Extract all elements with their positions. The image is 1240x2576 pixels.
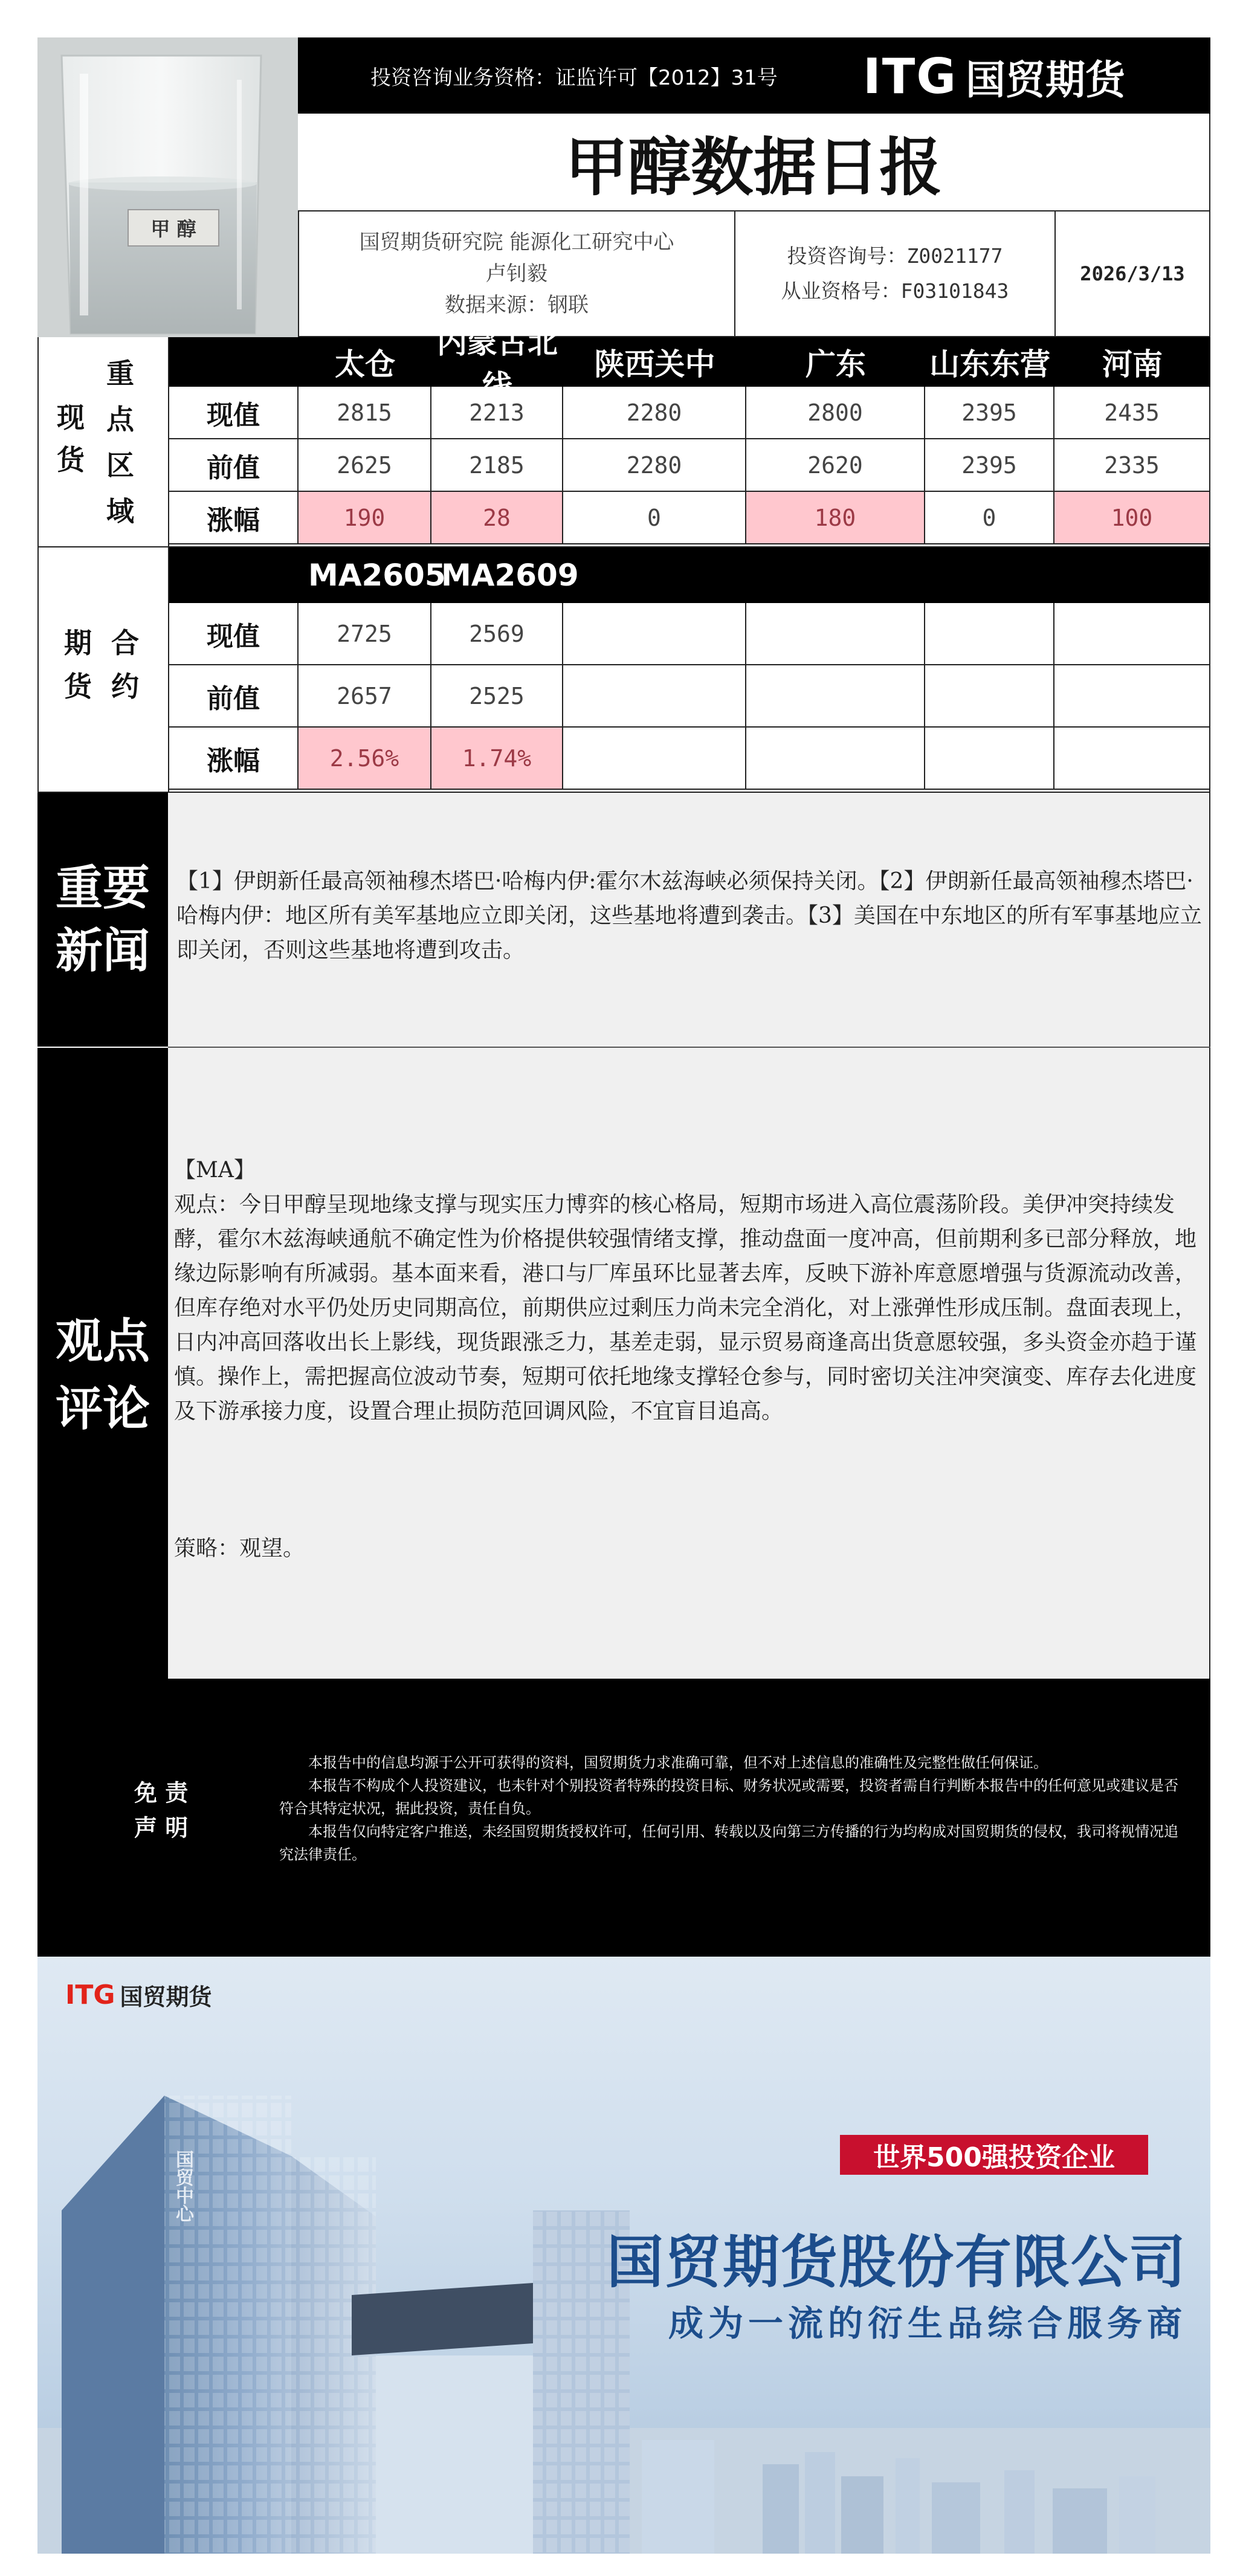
practice-number: 从业资格号：F03101843 — [781, 279, 1009, 303]
spot-side — [39, 337, 169, 546]
news-label: 重要 新闻 — [55, 861, 150, 978]
spot-col-header: 河南 — [1102, 347, 1163, 382]
spot-col-header: 广东 — [806, 347, 866, 382]
report-date: 2026/3/13 — [1080, 262, 1185, 285]
spot-row-label: 涨幅 — [169, 492, 299, 544]
futures-cell-previous — [563, 665, 746, 728]
spot-cell-current: 2800 — [746, 387, 925, 439]
header-black-bar — [298, 37, 1210, 114]
spot-cell-previous: 2280 — [563, 439, 746, 492]
institute-text: 国贸期货研究院 能源化工研究中心 — [359, 230, 674, 254]
futures-cell-change — [1054, 728, 1210, 790]
news-panel — [168, 793, 1210, 1047]
futures-cell-change — [925, 728, 1054, 790]
futures-cell-current — [563, 603, 746, 665]
banner-logo-itg: ITG — [65, 1980, 115, 2010]
futures-cell-previous — [1054, 665, 1210, 728]
spot-cell-change: 180 — [746, 492, 925, 544]
banner-logo — [65, 1978, 212, 2012]
spot-cell-current: 2815 — [299, 387, 431, 439]
spot-side-label-a: 现 货 — [57, 401, 85, 476]
view-side — [37, 1048, 168, 1679]
futures-side — [39, 547, 169, 792]
page-title: 甲醇数据日报 — [298, 114, 1210, 210]
view-label: 观点 评论 — [55, 1314, 150, 1436]
spot-col-header: 山东东营 — [929, 347, 1050, 382]
source-text: 数据来源：钢联 — [445, 293, 589, 317]
futures-cell-previous: 2525 — [431, 665, 563, 728]
news-side — [37, 793, 168, 1047]
spot-row-label: 前值 — [169, 439, 299, 492]
view-tag: 【MA】 — [174, 1158, 256, 1183]
futures-cell-current — [925, 603, 1054, 665]
spot-cell-previous: 2185 — [431, 439, 563, 492]
spot-side-label-b: 重 点 区 域 — [106, 357, 134, 528]
futures-row-label: 现值 — [169, 603, 299, 665]
futures-cell-change: 2.56% — [299, 728, 431, 790]
futures-cell-current — [1054, 603, 1210, 665]
itg-logo-text: ITG — [863, 48, 957, 105]
futures-row-label: 涨幅 — [169, 728, 299, 790]
news-text: 【1】伊朗新任最高领袖穆杰塔巴·哈梅内伊:霍尔木兹海峡必须保持关闭。【2】伊朗新任最高领袖穆杰塔巴·哈梅内伊：地区所有美军基地应立即关闭，这些基地将遭到袭击。【3】美国在中东地区的所有军事基地应立即关闭，否则这些基地将遭到攻击。 — [176, 869, 1202, 963]
beaker-label: 甲 醇 — [150, 218, 196, 240]
view-strategy: 策略：观望。 — [174, 1536, 305, 1561]
view-panel — [168, 1048, 1210, 1679]
spot-col-header: 内蒙古北线 — [437, 325, 558, 404]
spot-cell-change: 0 — [925, 492, 1054, 544]
futures-section — [37, 547, 1210, 793]
futures-cell-change: 1.74% — [431, 728, 563, 790]
futures-cell-current: 2725 — [299, 603, 431, 665]
futures-cell-previous — [925, 665, 1054, 728]
company-banner — [37, 1957, 1210, 2554]
spot-cell-change: 28 — [431, 492, 563, 544]
banner-logo-cn: 国贸期货 — [120, 1984, 212, 2010]
futures-row-label: 前值 — [169, 665, 299, 728]
view-text: 观点：今日甲醇呈现地缘支撑与现实压力博弈的核心格局，短期市场进入高位震荡阶段。美伊冲突持续发酵，霍尔木兹海峡通航不确定性为价格提供较强情绪支撑，推动盘面一度冲高，但前期利多已部分释放，地缘边际影响有所减弱。基本面来看，港口与厂库虽环比显著去库，反映下游补库意愿增强与货源流动改善，但库存绝对水平仍处历史同期高位，前期供应过剩压力尚未完全消化，对上涨弹性形成压制。盘面表现上，日内冲高回落收出长上影线，现货跟涨乏力，基差走弱，显示贸易商逢高出货意愿较强，多头资金亦趋于谨慎。操作上，需把握高位波动节奏，短期可依托地缘支撑轻仓参与，同时密切关注冲突演变、库存去化进度及下游承接力度，设置合理止损防范回调风险，不宜盲目追高。 — [174, 1192, 1197, 1424]
futures-cell-change — [746, 728, 925, 790]
futures-cell-current — [746, 603, 925, 665]
spot-cell-previous: 2335 — [1054, 439, 1210, 492]
spot-cell-current: 2213 — [431, 387, 563, 439]
futures-cell-previous — [746, 665, 925, 728]
futures-cell-current: 2569 — [431, 603, 563, 665]
spot-cell-current: 2280 — [563, 387, 746, 439]
license-text: 投资咨询业务资格：证监许可【2012】31号 — [370, 65, 778, 90]
futures-side-label-b: 合 约 — [111, 627, 139, 703]
company-slogan: 成为一流的衍生品综合服务商 — [668, 2303, 1187, 2344]
beaker-icon — [37, 37, 298, 337]
spot-col-header: 陕西关中 — [594, 347, 715, 382]
disclaimer-line-2: 本报告不构成个人投资建议，也未针对个别投资者特殊的投资目标、财务状况或需要，投资者需自行判断本报告中的任何意见或建议是否符合其特定状况，据此投资，责任自负。 — [279, 1777, 1178, 1817]
spot-section — [37, 325, 1210, 547]
spot-cell-current: 2435 — [1054, 387, 1210, 439]
futures-cell-previous: 2657 — [299, 665, 431, 728]
disclaimer-line-1: 本报告中的信息均源于公开可获得的资料，国贸期货力求准确可靠，但不对上述信息的准确性及完整性做任何保证。 — [308, 1754, 1048, 1771]
info-mid — [735, 211, 1056, 336]
spot-cell-change: 190 — [299, 492, 431, 544]
spot-cell-previous: 2625 — [299, 439, 431, 492]
spot-row-label: 现值 — [169, 387, 299, 439]
spot-col-header: 太仓 — [335, 347, 395, 382]
info-left — [299, 211, 735, 336]
badge-500: 世界500强投资企业 — [840, 2135, 1148, 2175]
futures-col-header: MA2609 — [441, 558, 579, 593]
futures-cell-change — [563, 728, 746, 790]
spot-cell-current: 2395 — [925, 387, 1054, 439]
beaker-photo — [37, 37, 298, 337]
disclaimer-label: 免 责 声 明 — [134, 1780, 189, 1841]
disclaimer-block — [37, 1679, 1210, 1957]
itg-brand-logo — [863, 46, 1125, 106]
futures-col-header: MA2605 — [308, 558, 446, 593]
futures-side-label-a: 期 货 — [64, 627, 92, 703]
consult-number: 投资咨询号：Z0021177 — [787, 244, 1003, 268]
brand-cn-text: 国贸期货 — [966, 56, 1125, 103]
spot-cell-change: 100 — [1054, 492, 1210, 544]
spot-cell-previous: 2395 — [925, 439, 1054, 492]
author-text: 卢钊毅 — [486, 262, 547, 286]
spot-cell-previous: 2620 — [746, 439, 925, 492]
disclaimer-text — [279, 1751, 1186, 1866]
spot-cell-change: 0 — [563, 492, 746, 544]
building-sign: 国贸中心 — [172, 2150, 193, 2223]
company-name: 国贸期货股份有限公司 — [606, 2230, 1187, 2296]
disclaimer-line-3: 本报告仅向特定客户推送，未经国贸期货授权许可，任何引用、转载以及向第三方传播的行为均构成对国贸期货的侵权，我司将视情况追究法律责任。 — [279, 1823, 1178, 1863]
